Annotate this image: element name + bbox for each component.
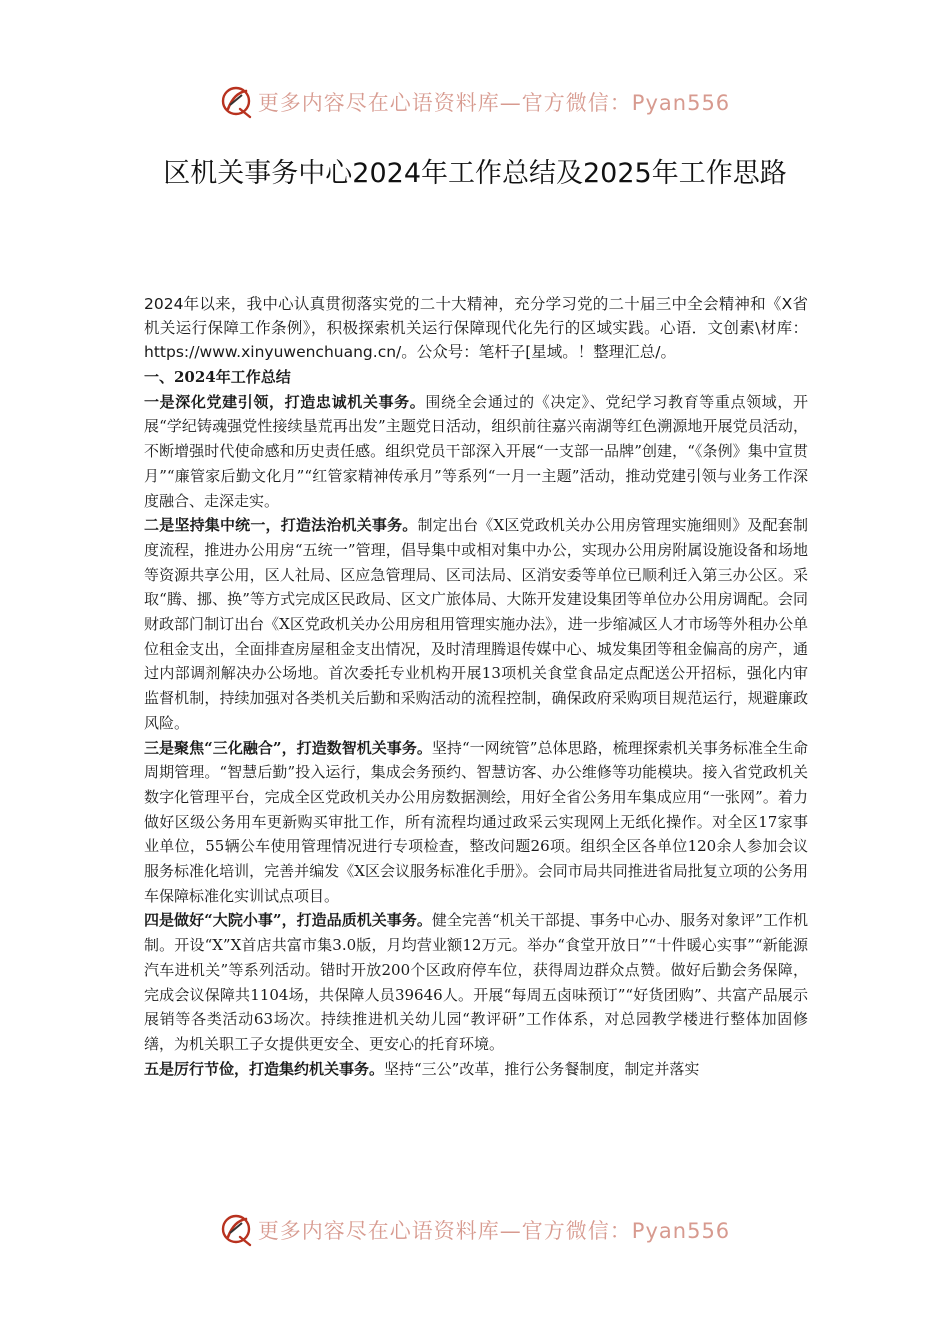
paragraph-lead: 五是厉行节俭，打造集约机关事务。 — [144, 1059, 385, 1078]
banner-slogan: 更多内容尽在心语资料库—官方微信：Pyan556 — [257, 1219, 731, 1243]
paragraph-lead: 三是聚焦“三化融合”，打造数智机关事务。 — [144, 738, 432, 757]
paragraph-body: 围绕全会通过的《决定》、党纪学习教育等重点领域，开展“学纪铸魂强党性接续垦荒再出发”主题党日活动，组织前往嘉兴南湖等红色溯源地开展党员活动，不断增强时代使命感和历史责任感。组织党员干部深入开展“一支部一品牌”创建，“《条例》集中宣贯月”“廉管家后勤文化月”“红管家精神传承月”等系列“一月一主题”活动，推动党建引领与业务工作深度融合、走深走实。 — [144, 392, 808, 510]
paragraph-lead: 一是深化党建引领，打造忠诚机关事务。 — [144, 392, 426, 411]
banner-slogan: 更多内容尽在心语资料库—官方微信：Pyan556 — [257, 91, 731, 115]
intro-paragraph: 2024年以来，我中心认真贯彻落实党的二十大精神，充分学习党的二十届三中全会精神和《X省机关运行保障工作条例》，积极探索机关运行保障现代化先行的区域实践。心语．文创素\材库：https://www.xinyuwenchuang.cn/。公众号：笔杆子[星域。！整理汇总/。 — [144, 295, 808, 361]
paragraph-body: 健全完善“机关干部提、事务中心办、服务对象评”工作机制。开设“X”X首店共富市集3.0版，月均营业额12万元。举办“食堂开放日”“十件暖心实事”“新能源汽车进机关”等系列活动。错时开放200个区政府停车位，获得周边群众点赞。做好后勤会务保障，完成会议保障共1104场，共保障人员39646人。开展“每周五卤味预订”“好货团购”、共富产品展示展销等各类活动63场次。持续推进机关幼儿园“教评研”工作体系，对总园教学楼进行整体加固修缮，为机关职工子女提供更安全、更安心的托育环境。 — [144, 911, 809, 1053]
paragraph-body: 制定出台《X区党政机关办公用房管理实施细则》及配套制度流程，推进办公用房“五统一”管理，倡导集中或相对集中办公，实现办公用房附属设施设备和场地等资源共享公用，区人社局、区应急管理局、区司法局、区消安委等单位已顺利迁入第三办公区。采取“腾、挪、换”等方式完成区民政局、区文广旅体局、大陈开发建设集团等单位办公用房调配。会同财政部门制订出台《X区党政机关办公用房租用管理实施办法》，进一步缩减区人才市场等外租办公单位租金支出，全面排查房屋租金支出情况，及时清理腾退传媒中心、城发集团等租金偏高的房产，通过内部调剂解决办公场地。首次委托专业机构开展13项机关食堂食品定点配送公开招标，强化内审监督机制，持续加强对各类机关后勤和采购活动的流程控制，确保政府采购项目规范运行，规避廉政风险。 — [144, 516, 808, 732]
footer-banner — [0, 1208, 950, 1252]
ribbon-pen-logo-icon — [220, 1213, 254, 1247]
body-paragraph — [144, 908, 808, 1056]
paragraph-lead: 二是坚持集中统一，打造法治机关事务。 — [144, 516, 418, 535]
body-paragraph — [144, 513, 808, 735]
ribbon-pen-logo-icon — [220, 85, 254, 119]
section-heading: 一、2024年工作总结 — [144, 368, 291, 386]
document-title: 区机关事务中心2024年工作总结及2025年工作思路 — [163, 158, 787, 189]
body-paragraph — [144, 390, 808, 514]
header-banner — [0, 80, 950, 124]
paragraph-body: 坚持“三公”改革，推行公务餐制度，制定并落实 — [384, 1059, 700, 1078]
paragraph-body: 坚持“一网统管”总体思路，梳理探索机关事务标准全生命周期管理。“智慧后勤”投入运行，集成会务预约、智慧访客、办公维修等功能模块。接入省党政机关数字化管理平台，完成全区党政机关办公用房数据测绘，用好全省公务用车集成应用“一张网”。着力做好区级公务用车更新购买审批工作，所有流程均通过政采云实现网上无纸化操作。对全区17家事业单位，55辆公车使用管理情况进行专项检查，整改问题26项。组织全区各单位120余人参加会议服务标准化培训，完善并编发《X区会议服务标准化手册》。会同市局共同推进省局批复立项的公务用车保障标准化实训试点项目。 — [144, 738, 809, 905]
paragraph-lead: 四是做好“大院小事”，打造品质机关事务。 — [144, 911, 432, 930]
document-body — [144, 292, 808, 1081]
body-paragraph — [144, 1057, 808, 1082]
body-paragraph — [144, 736, 808, 909]
